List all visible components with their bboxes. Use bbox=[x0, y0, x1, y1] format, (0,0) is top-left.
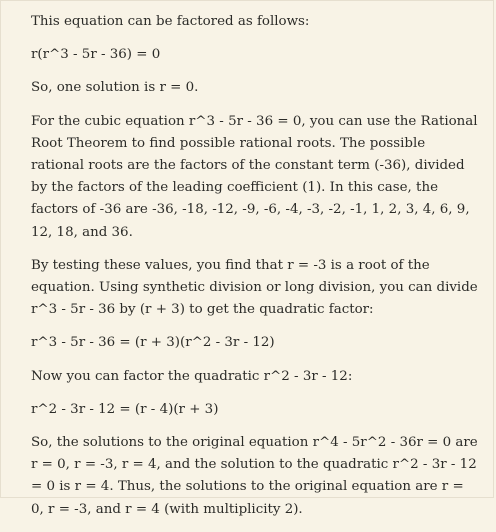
message-paragraph-intro: This equation can be factored as follows: bbox=[31, 14, 310, 29]
message-paragraph-testing-values: By testing these values, you find that r = -3 is a root of the equation. Using synthetic division or long division, you can divide r^3 - 5r - 36 by (r + 3) to get the quadratic factor: bbox=[31, 257, 478, 318]
message-paragraph-conclusion: So, the solutions to the original equation r^4 - 5r^2 - 36r = 0 are r = 0, r = -3, r = 4, and the solution to the quadratic r^2 - 3r - 12 = 0 is r = 4. Thus, the solutions to the original equation are r = 0, r = -3, and r = 4 (with multiplicity 2). bbox=[31, 435, 478, 517]
message-paragraph-factor-quadratic: Now you can factor the quadratic r^2 - 3r - 12: bbox=[31, 368, 353, 384]
message-paragraph-first-solution: So, one solution is r = 0. bbox=[31, 80, 199, 96]
message-paragraph-rational-root: For the cubic equation r^3 - 5r - 36 = 0, you can use the Rational Root Theorem to find possible rational roots. The possible rational roots are the factors of the constant term (-36), divided by the factors of the leading coefficient (1). In this case, the factors of -36 are -36, -18, -12, -9, -6, -4, -3, -2, -1, 1, 2, 3, 4, 6, 9, 12, 18, and 36. bbox=[31, 113, 478, 240]
equation-quadratic-factorization: r^2 - 3r - 12 = (r - 4)(r + 3) bbox=[31, 401, 219, 417]
equation-factored: r(r^3 - 5r - 36) = 0 bbox=[31, 47, 161, 63]
equation-cubic-factorization: r^3 - 5r - 36 = (r + 3)(r^2 - 3r - 12) bbox=[31, 335, 275, 351]
assistant-message bbox=[31, 11, 479, 532]
